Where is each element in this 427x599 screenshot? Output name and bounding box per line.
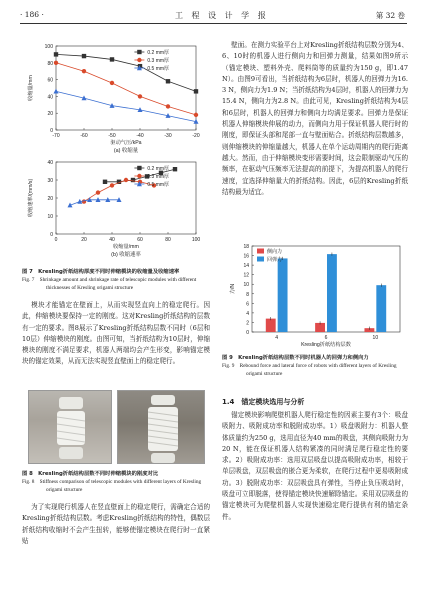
x-tick-label: -40 <box>136 133 144 139</box>
journal-title: 工 程 设 计 学 报 <box>175 11 269 20</box>
data-point <box>96 190 100 194</box>
right-paragraph-1: 壁面。在测力实验平台上对Kresling折纸结构层数分别为4、6、10时的机器人进行侧向力和回弹力测量，结果如图9所示（锚定模块、塑料外壳、爬料筒等的质量约为150 g，即1.47 N）。由图9可看出，当折纸结构为6层时，机器人的回弹力为16.3 N，侧向力为1.9 N；当折纸结构为4层时，机器人的回弹力为15.4 N，侧向力为2.8 N。由此可见，Kresling折纸结构为4层和6层时，机器人的回弹力和侧向力均满足要求。回弹力是保证机器人伸缩模块伸展的动力，而侧向力用于保证机器人爬行时的刚度，即保证头部和尾部一直与壁面贴合。折纸结构层数越多，则伸缩模块的伸缩量越大，机器人在单个运动周期内的爬行距离越大。然而，由于伸缩模块变形需要时间，这会限制驱动气压的频率，在驱动气压频率无法提高的前提下，为提高机器人的爬行速度，宜选择伸缩量大的折纸结构。因此，6层的Kresling折纸结构最为适宜。 <box>222 41 408 196</box>
subfigure-label: (b) 收缩速率 <box>111 252 141 258</box>
fig7a-chart <box>22 40 210 160</box>
legend-marker <box>137 166 141 170</box>
x-tick-label: 10 <box>372 335 379 341</box>
fig7-caption-zh: 图 7 Kresling折纸结构厚度不同时伸缩模块的收缩量及收缩速率 <box>22 269 180 275</box>
robot-6-layers-image <box>29 391 113 465</box>
legend-label: 0.5 mm厚 <box>147 182 170 188</box>
section-heading: 1.4 锚定模块选用与分析 <box>222 398 305 406</box>
x-tick-label: -20 <box>192 133 200 139</box>
fig7-caption-en: Fig. 7 Shrinkage amount and shrinkage rate of telescopic modules with different thicknesses of Kresling origami structure <box>22 277 197 291</box>
data-point <box>110 81 114 85</box>
fig9-caption-en: Fig. 9 Rebound force and lateral force of robots with different layers of Kresling origami structure <box>222 363 397 377</box>
data-point <box>173 167 177 171</box>
data-point <box>110 183 114 187</box>
right-paragraph-2: 锚定模块影响爬壁机器人爬行稳定性的因素主要有3个：吸盘吸附力、吸附成功率和脱附成功率。1）吸盘吸附力：机器人整体质量约为250 g，选用直径为40 mm的吸盘，其侧向吸附力为20 N，能在保证机器人结构紧凑的同时满足爬行稳定性的要求。2）吸附成功率：选用双层吸盘以提高吸附成功率，相较于单层吸盘，双层吸盘的嵌合更为柔软，在爬行过程中更易吸附成功。3）脱附成功率：双层吸盘具有弹性，当停止负压吸动时，吸盘可立即脱落，使得锚定模块快速解除锚定。采用双层吸盘的锚定模块可为爬壁机器人实现快速稳定爬行提供有利的锚定条件。 <box>222 411 408 521</box>
data-point <box>103 180 107 184</box>
legend-swatch <box>257 257 264 262</box>
left-paragraph-1: 模块才能锚定在壁面上，从而实现竖直向上的稳定爬行。因此，伸缩模块要保持一定的刚度。这对Kresling折纸结构的层数有一定的要求。图8展示了Kresling折纸结构层数不同时（6层和10层）伸缩模块的刚度。由图可知，当折纸结构为10层时，伸缩模块的刚度不满足要求，机器人两端均会产生形变，影响锚定模块的锚定效果，从而无法实现竖直壁面上的稳定爬行。 <box>22 301 210 366</box>
data-point <box>124 178 128 182</box>
x-tick-label: 80 <box>165 237 171 243</box>
fig9-caption <box>222 354 408 378</box>
x-tick-label: -70 <box>52 133 60 139</box>
y-tick-label: 10 <box>243 282 249 289</box>
legend-marker <box>137 50 141 54</box>
x-tick-label: -30 <box>164 133 172 139</box>
header-rule <box>20 23 407 24</box>
data-point <box>194 113 198 117</box>
y-tick-label: 0 <box>50 232 53 238</box>
y-tick-label: 0 <box>50 128 53 134</box>
x-tick-label: 0 <box>54 237 58 243</box>
legend-label: 回弹力 <box>267 257 283 263</box>
y-tick-label: 20 <box>47 196 53 202</box>
x-axis-label: 驱动气压/kPa <box>110 140 142 146</box>
data-point <box>166 79 170 83</box>
series-line <box>56 91 196 121</box>
legend-swatch <box>257 249 264 254</box>
legend-marker <box>137 174 141 178</box>
fig8-photo-6-layers <box>28 390 112 464</box>
x-tick-label: -60 <box>80 133 88 139</box>
x-tick-label: 40 <box>109 237 115 243</box>
legend-label: 0.2 mm厚 <box>147 166 170 172</box>
page-number: · 186 · <box>20 10 44 19</box>
bar <box>327 254 337 332</box>
fig8-photo-10-layers <box>117 390 205 464</box>
legend-marker <box>137 58 141 62</box>
data-point <box>82 69 86 73</box>
left-paragraph-2: 为了实现爬行机器人在竖直壁面上的稳定爬行，需确定合适的Kresling折纸结构层数。考虑Kresling折纸结构的特性，偶数层折纸结构收缩时不会产生扭转，能够使锚定模块在爬行时一直紧贴 <box>22 503 210 545</box>
bar <box>266 319 276 332</box>
series-line <box>70 200 119 205</box>
bar <box>278 258 288 332</box>
fig8-caption <box>22 470 210 494</box>
data-point <box>82 54 86 58</box>
data-point <box>54 89 59 94</box>
legend-label: 0.3 mm厚 <box>147 174 170 180</box>
y-tick-label: 16 <box>243 253 249 260</box>
series-line <box>56 63 196 115</box>
x-axis-label: 收缩量/mm <box>113 244 139 250</box>
y-axis-label: 收缩速率/(mm/s) <box>28 178 34 218</box>
legend-label: 0.3 mm厚 <box>147 58 170 64</box>
y-tick-label: 14 <box>243 263 249 270</box>
fig8-caption-en: Fig. 8 Stiffness comparison of telescopic modules with different layers of Kresling origami structure <box>22 479 202 493</box>
fig9-caption-zh: 图 9 Kresling折纸结构层数不同时机器人的回弹力和侧向力 <box>222 355 369 361</box>
legend-label: 0.2 mm厚 <box>147 50 170 56</box>
y-tick-label: 60 <box>47 77 53 84</box>
data-point <box>110 57 114 61</box>
y-tick-label: 6 <box>246 301 249 308</box>
x-tick-label: 100 <box>191 237 201 243</box>
x-tick-label: 6 <box>324 335 328 341</box>
legend-label: 侧向力 <box>267 249 283 255</box>
x-tick-label: 20 <box>81 237 87 243</box>
y-tick-label: 10 <box>47 214 53 220</box>
y-tick-label: 30 <box>47 178 53 184</box>
y-tick-label: 0 <box>246 330 249 336</box>
y-tick-label: 100 <box>44 44 53 50</box>
y-tick-label: 80 <box>47 60 53 67</box>
data-point <box>138 94 142 98</box>
y-tick-label: 12 <box>243 272 249 279</box>
y-tick-label: 40 <box>47 160 53 166</box>
y-tick-label: 4 <box>246 310 249 317</box>
data-point <box>54 52 58 56</box>
series-line <box>56 54 196 91</box>
y-axis-label: 收缩量/mm <box>28 75 34 101</box>
y-axis-label: 力/N <box>230 283 236 295</box>
x-tick-label: -50 <box>108 133 116 139</box>
y-tick-label: 8 <box>246 291 249 298</box>
data-point <box>166 104 170 108</box>
volume-label: 第 32 卷 <box>375 11 405 20</box>
y-tick-label: 20 <box>47 111 53 118</box>
robot-10-layers-image <box>118 391 206 465</box>
subfigure-label: (a) 收缩量 <box>113 148 139 154</box>
x-axis-label: Kresling折纸结构层数 <box>301 342 351 348</box>
data-point <box>194 89 198 93</box>
y-tick-label: 18 <box>243 244 249 250</box>
y-tick-label: 40 <box>47 94 53 101</box>
legend-label: 0.5 mm厚 <box>147 66 170 72</box>
data-point <box>131 178 135 182</box>
plot-frame <box>56 162 196 234</box>
fig8-caption-zh: 图 8 Kresling折纸结构层数不同时伸缩模块的刚度对比 <box>22 471 159 477</box>
fig9-chart <box>226 240 406 352</box>
fig7-caption <box>22 268 210 292</box>
data-point <box>82 199 86 203</box>
x-tick-label: 60 <box>137 237 143 243</box>
x-tick-label: 4 <box>275 335 279 341</box>
y-tick-label: 2 <box>246 320 249 327</box>
data-point <box>54 61 58 65</box>
fig7b-chart <box>22 158 210 266</box>
bar <box>376 285 386 332</box>
page-header <box>0 0 427 28</box>
